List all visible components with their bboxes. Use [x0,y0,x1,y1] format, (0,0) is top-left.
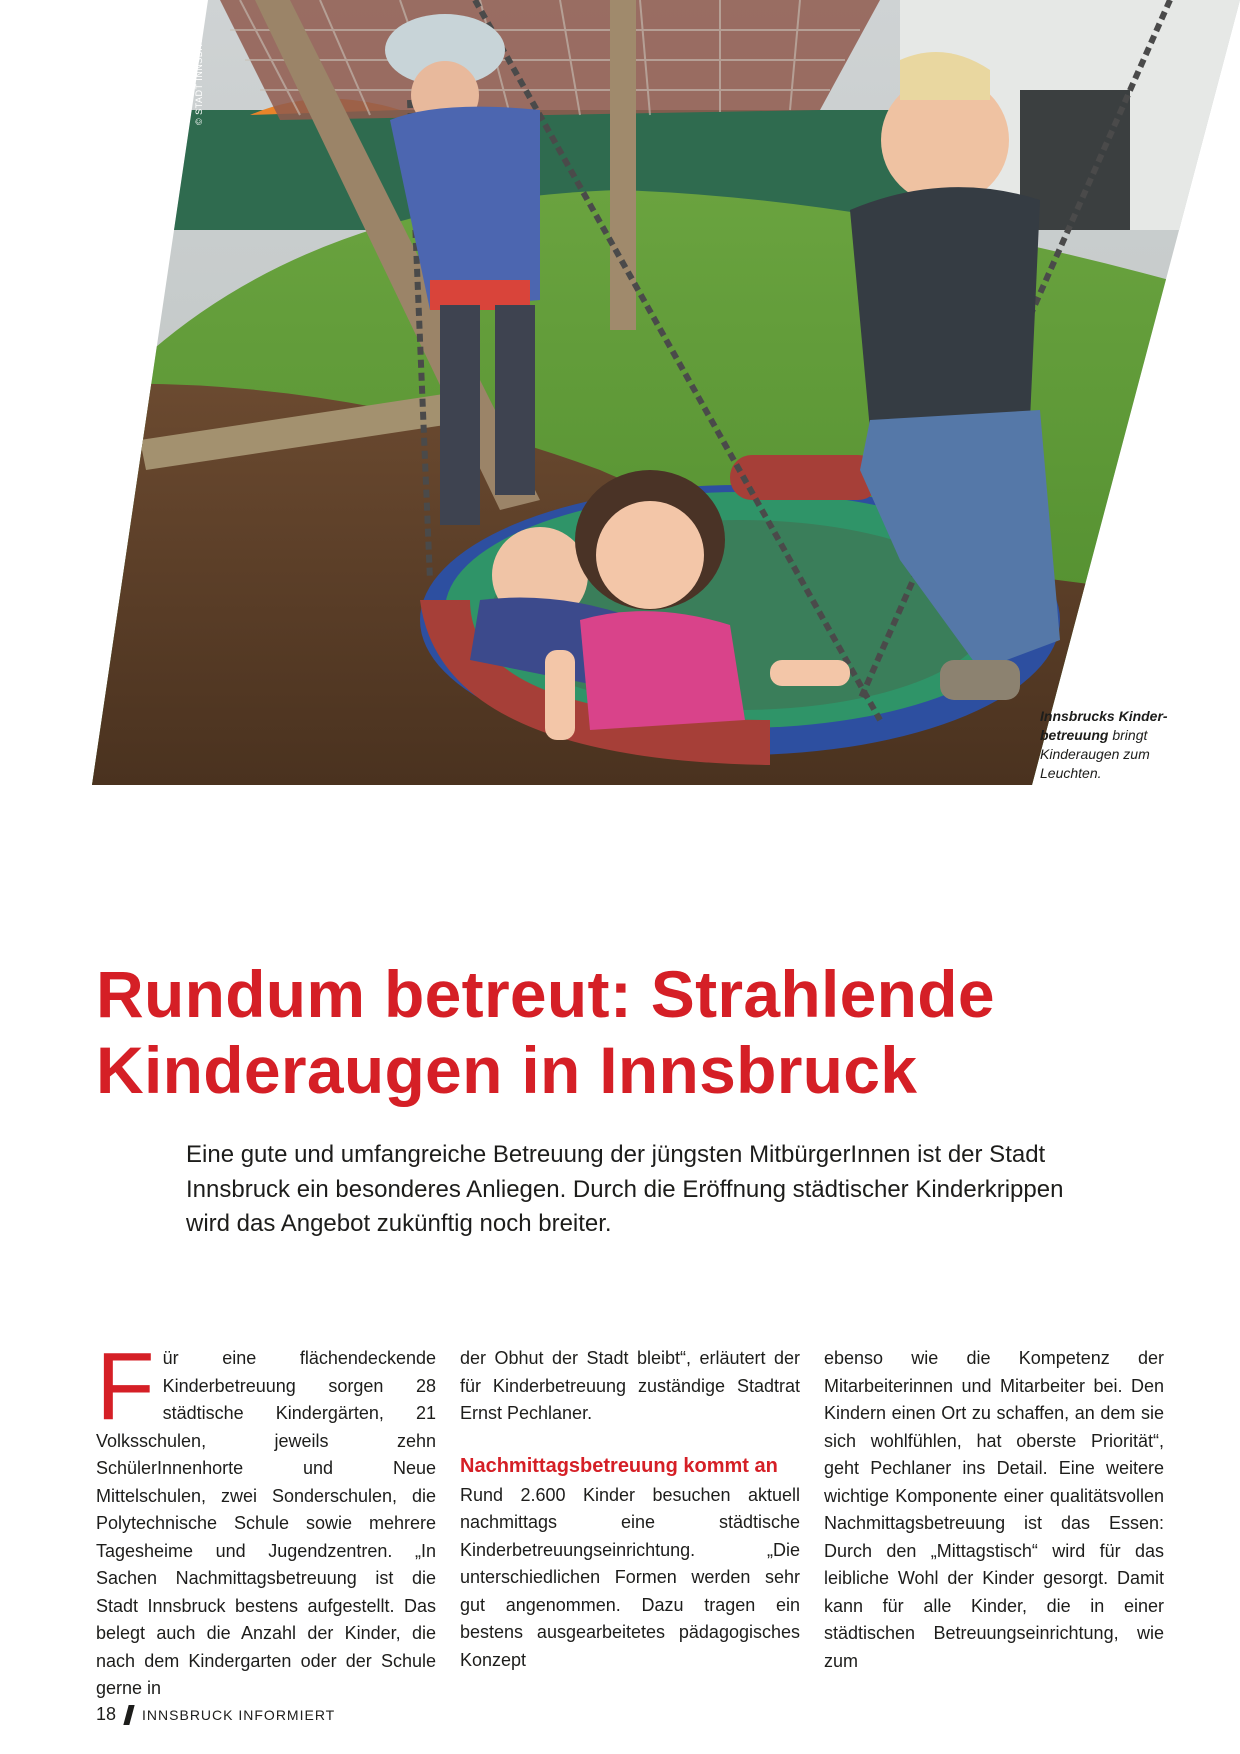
page-footer [96,1704,335,1725]
dropcap: F [96,1333,155,1440]
article-column-2 [460,1345,800,1674]
article-lead: Eine gute und umfangreiche Betreuung der jüngsten MitbürgerInnen ist der Stadt Innsbruck ein besonderes Anliegen. Durch die Eröffnung städtischer Kinderkrippen wird das Angebot zukünftig noch breiter. [186,1141,1064,1237]
article-column-1 [96,1333,436,1703]
column-2-text: der Obhut der Stadt bleibt“, erläutert der für Kinderbetreuung zuständige Stadtrat Ernst Pechlaner. [460,1348,800,1423]
hero-photo [0,0,1240,785]
photo-credit: © STADT INNSBRUCK [194,23,204,125]
page-number: 18 [96,1704,117,1724]
column-3-text: ebenso wie die Kompetenz der Mitarbeiterinnen und Mitarbeiter bei. Den Kindern einen Ort zu schaffen, an dem sie sich wohlfühlen, hat oberste Priorität“, geht Pechlaner ins Detail. Eine weitere wichtige Komponente einer qualitätsvollen Nachmittagsbetreuung ist das Essen: Durch den „Mittagstisch“ wird für das leibliche Wohl der Kinder gesorgt. Damit kann für alle Kinder, die in einer städtischen Betreuungseinrichtung, wie zum [824,1348,1164,1671]
article-subheading: Nachmittagsbetreuung kommt an [460,1454,778,1477]
magazine-name: INNSBRUCK INFORMIERT [142,1706,336,1723]
photo-caption [1040,707,1180,783]
caption-bold: Innsbrucks Kinder-betreuung [1040,708,1168,743]
caption-text: bringt Kinderaugen zum Leuchten. [1040,727,1150,781]
playground-photo [0,0,1240,785]
slash-divider [123,1705,134,1725]
article-column-3 [824,1345,1164,1675]
article-title [96,956,1156,1108]
title-line-2: Kinderaugen in Innsbruck [96,1033,918,1107]
column-1-text: ür eine flächendeckende Kinderbetreuung sorgen 28 städtische Kindergärten, 21 Volksschulen, jeweils zehn SchülerInnenhorte und Neue Mittelschulen, zwei Sonderschulen, die Polytechnische Schule sowie mehrere Tagesheime und Jugendzentren. „In Sachen Nachmittagsbetreuung ist die Stadt Innsbruck bestens aufgestellt. Das belegt auch die Anzahl der Kinder, die nach dem Kindergarten oder der Schule gerne in [96,1348,436,1698]
column-2-text-continued: Rund 2.600 Kinder besuchen aktuell nachmittags eine städtische Kinderbetreuungseinrichtung. „Die unterschiedlichen Formen werden sehr gut angenommen. Dazu tragen ein bestens ausgearbeitetes pädagogisches Konzept [460,1484,800,1670]
title-line-1: Rundum betreut: Strahlende [96,957,995,1031]
